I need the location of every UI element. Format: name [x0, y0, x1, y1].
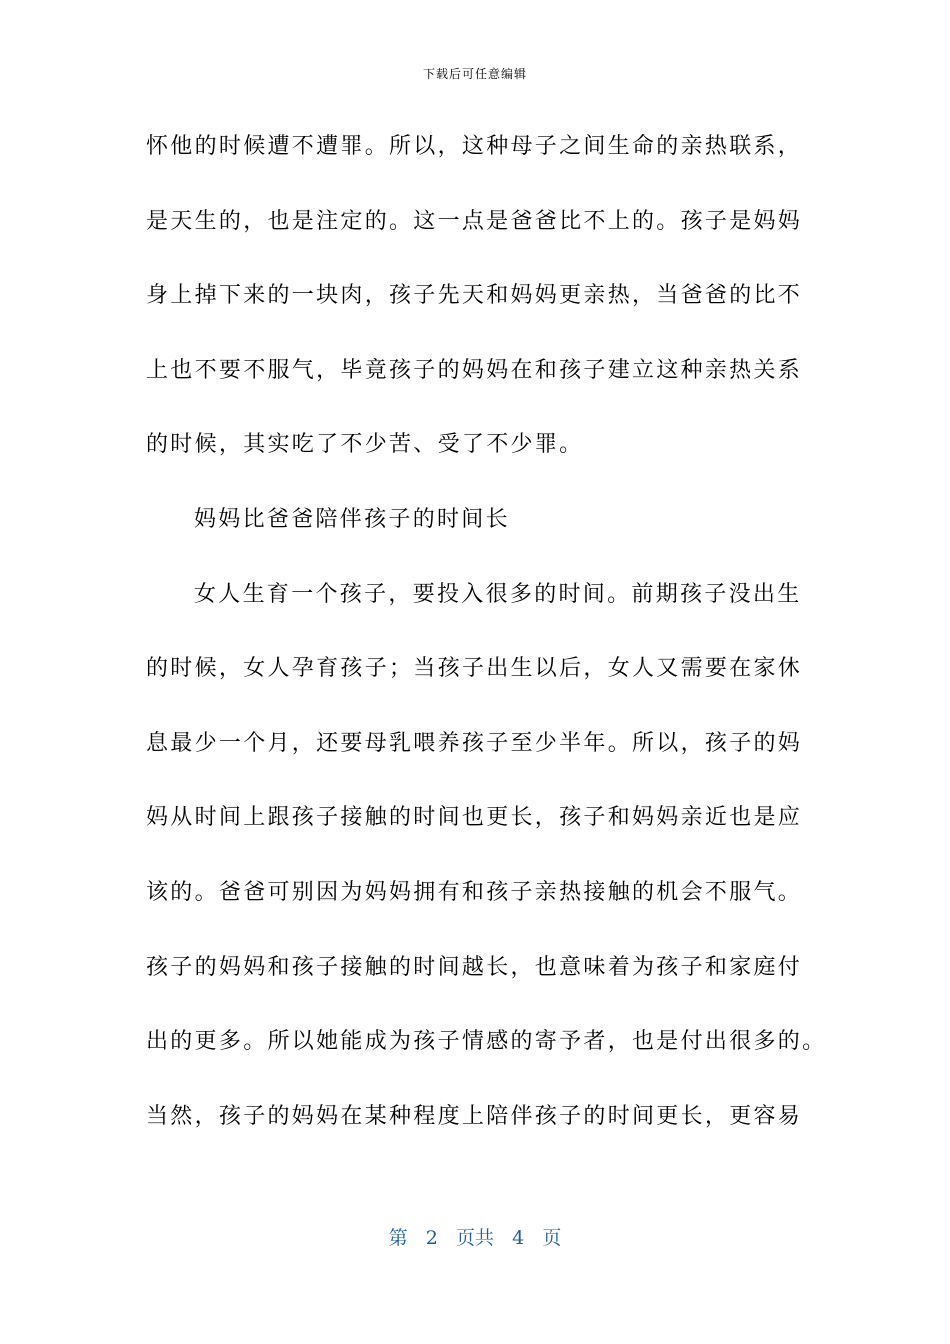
paragraph-line: 息最少一个月，还要母乳喂养孩子至少半年。所以，孩子的妈 — [146, 730, 803, 756]
paragraph-line: 怀他的时候遭不遭罪。所以，这种母子之间生命的亲热联系， — [146, 134, 803, 159]
page-total: 4 — [512, 1227, 525, 1249]
page-suffix: 页 — [542, 1227, 562, 1249]
paragraph-line: 是天生的，也是注定的。这一点是爸爸比不上的。孩子是妈妈 — [146, 208, 803, 234]
body-text — [146, 122, 826, 1166]
page-header: 下载后可任意编辑 — [422, 67, 527, 81]
paragraph-line: 的时候，女人孕育孩子；当孩子出生以后，女人又需要在家休 — [146, 656, 803, 682]
paragraph-line: 出的更多。所以她能成为孩子情感的寄予者，也是付出很多的。 — [146, 1029, 827, 1055]
paragraph-line: 妈从时间上跟孩子接触的时间也更长，孩子和妈妈亲近也是应 — [146, 805, 803, 831]
section-heading: 妈妈比爸爸陪伴孩子的时间长 — [194, 506, 510, 532]
paragraph-line: 女人生育一个孩子，要投入很多的时间。前期孩子没出生 — [194, 581, 802, 607]
paragraph-line: 孩子的妈妈和孩子接触的时间越长，也意味着为孩子和家庭付 — [146, 954, 803, 980]
page-middle: 页共 — [455, 1227, 494, 1249]
paragraph-line: 身上掉下来的一块肉，孩子先天和妈妈更亲热，当爸爸的比不 — [146, 283, 803, 309]
paragraph-line: 该的。爸爸可别因为妈妈拥有和孩子亲热接触的机会不服气。 — [146, 879, 803, 905]
page-number: 2 — [425, 1227, 438, 1249]
paragraph-line: 上也不要不服气，毕竟孩子的妈妈在和孩子建立这种亲热关系 — [146, 357, 803, 383]
page-prefix: 第 — [388, 1227, 408, 1249]
page-footer — [0, 1226, 950, 1250]
paragraph-line: 的时候，其实吃了不少苦、受了不少罪。 — [146, 432, 584, 458]
paragraph-line: 当然，孩子的妈妈在某种程度上陪伴孩子的时间更长，更容易 — [146, 1103, 803, 1129]
